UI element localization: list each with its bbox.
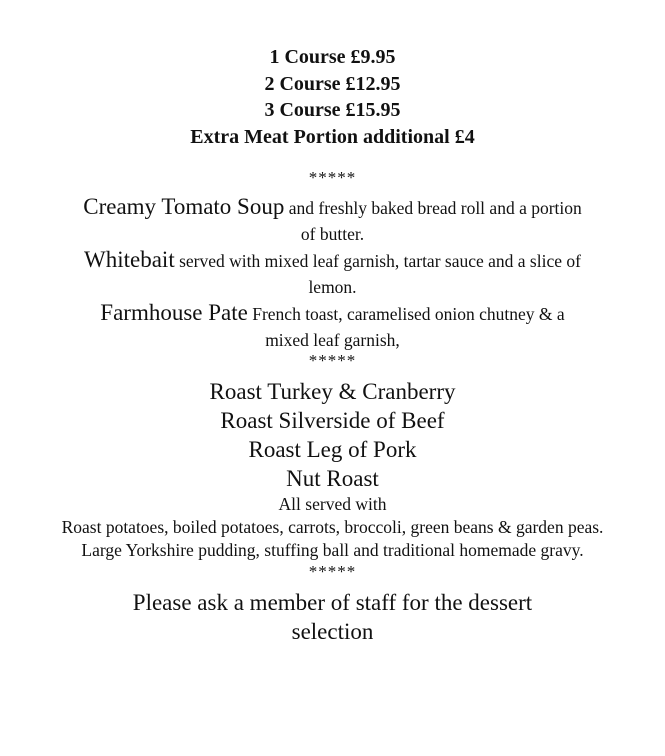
served-with-extras: Large Yorkshire pudding, stuffing ball and traditional homemade gravy. [81,540,584,560]
served-with-section [30,493,635,562]
main-roast-beef: Roast Silverside of Beef [220,408,445,433]
starter-description: served with mixed leaf garnish, tartar sauce and a slice of lemon. [174,251,581,297]
starter-tomato-soup [30,194,635,247]
starter-name: Farmhouse Pate [100,300,248,325]
separator: ***** [308,168,357,187]
price-list [30,44,635,150]
separator: ***** [308,562,357,581]
mains-section [30,377,635,493]
starter-whitebait [30,247,635,300]
dessert-note: Please ask a member of staff for the dessert selection [132,590,533,644]
starter-description: and freshly baked bread roll and a portion of butter. [284,198,582,244]
separator: ***** [308,351,357,370]
served-with-vegetables: Roast potatoes, boiled potatoes, carrots, broccoli, green beans & garden peas. [61,517,604,537]
starter-name: Creamy Tomato Soup [83,194,285,219]
starter-farmhouse-pate [30,300,635,353]
starters-section [30,194,635,353]
main-nut-roast: Nut Roast [286,466,379,491]
price-three-course: 3 Course £15.95 [264,99,401,121]
price-extra-meat: Extra Meat Portion additional £4 [190,125,475,148]
served-with-heading: All served with [278,494,387,514]
price-one-course: 1 Course £9.95 [269,46,396,68]
price-two-course: 2 Course £12.95 [264,72,401,95]
main-roast-turkey: Roast Turkey & Cranberry [209,379,456,404]
starter-name: Whitebait [84,247,175,272]
main-roast-pork: Roast Leg of Pork [248,437,417,462]
starter-description: French toast, caramelised onion chutney & a mixed leaf garnish, [247,304,565,350]
